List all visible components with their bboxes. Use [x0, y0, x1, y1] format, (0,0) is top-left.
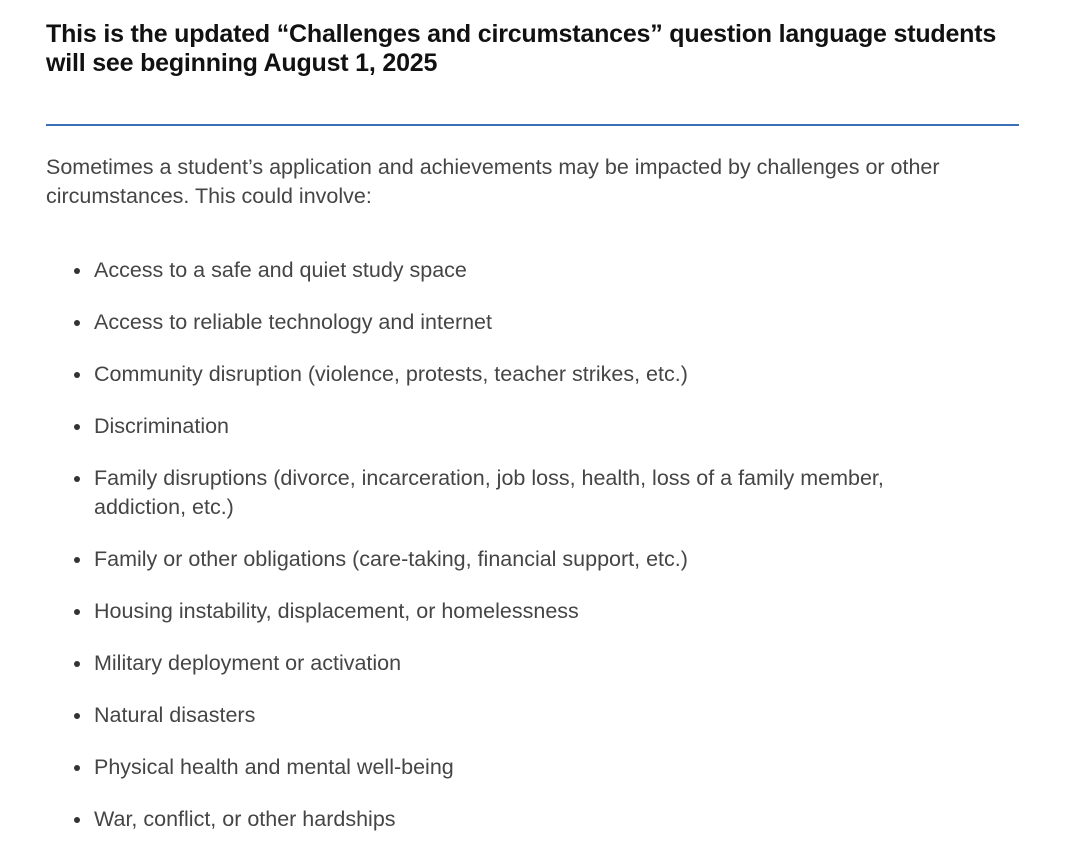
bullet-icon	[74, 661, 80, 667]
list-item	[46, 308, 1020, 337]
bullet-icon	[74, 557, 80, 563]
list-item	[46, 753, 1020, 782]
list-item	[46, 464, 1020, 522]
list-item-text: Natural disasters	[94, 703, 256, 727]
page-heading: This is the updated “Challenges and circumstances” question language students will see beginning August 1, 2025	[46, 20, 997, 77]
list-item-text: Discrimination	[94, 414, 230, 438]
list-item	[46, 412, 1020, 441]
bullet-icon	[74, 268, 80, 274]
bullet-icon	[74, 817, 80, 823]
list-item	[46, 545, 1020, 574]
bullet-icon	[74, 476, 80, 482]
bullet-icon	[74, 609, 80, 615]
list-item-text: Housing instability, displacement, or homelessness	[94, 599, 579, 623]
bullet-icon	[74, 372, 80, 378]
list-item-text: Access to a safe and quiet study space	[94, 258, 467, 282]
list-item-text: Military deployment or activation	[94, 651, 402, 675]
list-item	[46, 360, 1020, 389]
list-item-text: War, conflict, or other hardships	[94, 807, 396, 831]
list-item	[46, 701, 1020, 730]
list-item	[46, 597, 1020, 626]
document-content	[46, 20, 1020, 831]
circumstances-list	[46, 256, 1020, 857]
heading-divider	[46, 124, 1019, 126]
bullet-icon	[74, 713, 80, 719]
list-item-text: Family or other obligations (care-taking, financial support, etc.)	[94, 547, 688, 571]
bullet-icon	[74, 424, 80, 430]
bullet-icon	[74, 765, 80, 771]
intro-paragraph: Sometimes a student’s application and achievements may be impacted by challenges or other circumstances. This could involve:	[46, 155, 940, 208]
list-item-text: Access to reliable technology and internet	[94, 310, 492, 334]
list-item	[46, 256, 1020, 285]
list-item-text: Community disruption (violence, protests, teacher strikes, etc.)	[94, 362, 688, 386]
bullet-icon	[74, 320, 80, 326]
list-item-text: Physical health and mental well-being	[94, 755, 454, 779]
list-item-text: Family disruptions (divorce, incarceration, job loss, health, loss of a family member, addiction, etc.)	[94, 466, 884, 519]
list-item	[46, 805, 1020, 834]
list-item	[46, 649, 1020, 678]
